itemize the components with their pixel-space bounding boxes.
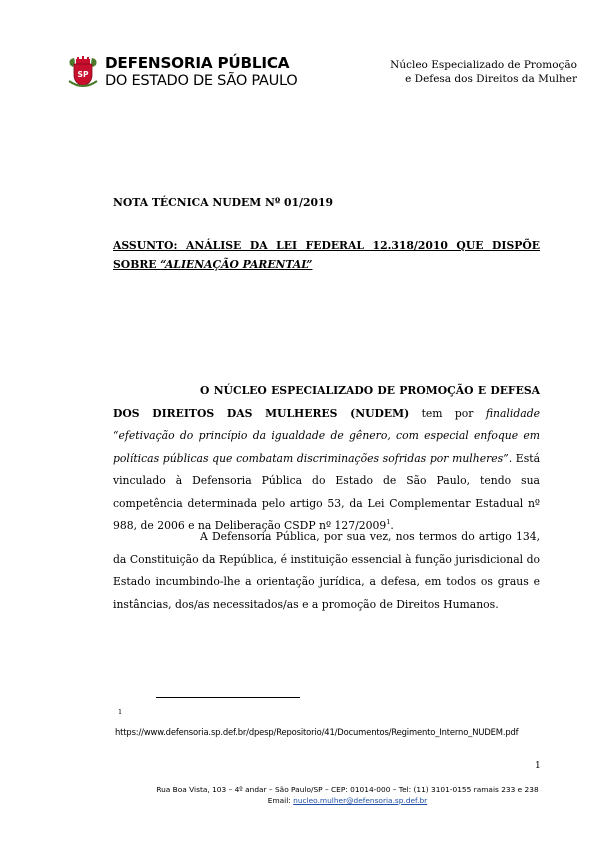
p1-bold: O NÚCLEO ESPECIALIZADO DE PROMOÇÃO E DEFESA DOS DIREITOS DAS MULHERES (NUDEM) [113, 384, 540, 420]
footer-email-line [0, 795, 595, 806]
p1-text3: . [390, 519, 394, 532]
paragraph-1 [113, 380, 540, 538]
subject-text: ASSUNTO: ANÁLISE DA LEI FEDERAL 12.318/2010 QUE DISPÕE SOBRE [113, 239, 540, 271]
p1-text2: . Está vinculado à Defensoria Pública do Estado de São Paulo, tendo sua competência determinada pelo artigo 53, da Lei Complementar Estadual nº 988, de 2006 e na Deliberação CSDP nº 127/2009 [113, 451, 541, 532]
page-footer [0, 784, 595, 806]
footnote-mark: 1 [118, 708, 123, 716]
footer-address: Rua Boa Vista, 103 – 4º andar – São Paulo/SP – CEP: 01014-000 – Tel: (11) 3101-0155 ramais 233 e 238 [156, 785, 539, 794]
coat-of-arms-icon [66, 55, 100, 89]
footer-email-link[interactable]: nucleo.mulher@defensoria.sp.def.br [293, 796, 428, 805]
org-name-line1: DEFENSORIA PÚBLICA [105, 54, 290, 72]
unit-name [390, 58, 577, 86]
p1-italic: finalidade “efetivação do princípio da igualdade de gênero, com especial enfoque em políticas públicas que combatam discriminações sofridas por mulheres” [113, 406, 540, 465]
footer-email-label: Email: [267, 796, 294, 805]
footnote-divider [156, 697, 300, 698]
document-title: NOTA TÉCNICA NUDEM Nº 01/2019 [113, 196, 333, 209]
p1-text1: tem por [409, 406, 486, 420]
document-subject [113, 236, 540, 274]
org-name-line2: DO ESTADO DE SÃO PAULO [105, 72, 298, 89]
unit-name-line2: e Defesa dos Direitos da Mulher [405, 73, 577, 85]
subject-italic: “ALIENAÇÃO PARENTAL” [160, 258, 313, 271]
svg-text:SP: SP [77, 70, 89, 79]
unit-name-line1: Núcleo Especializado de Promoção [390, 59, 577, 71]
footnote-url[interactable]: https://www.defensoria.sp.def.br/dpesp/Repositorio/41/Documentos/Regimento_Interno_NUDEM.pdf [115, 727, 519, 737]
footnote-reference[interactable]: 1 [386, 518, 391, 526]
institution-logo [66, 54, 298, 91]
paragraph-2 [113, 526, 540, 616]
p2-text: A Defensoria Pública, por sua vez, nos termos do artigo 134, da Constituição da República, é instituição essencial à função jurisdicional do Estado incumbindo-lhe a orientação jurídica, a defesa, em todos os graus e instâncias, dos/as necessitados/as e a promoção de Direitos Humanos. [113, 530, 540, 611]
page-number: 1 [535, 761, 541, 771]
